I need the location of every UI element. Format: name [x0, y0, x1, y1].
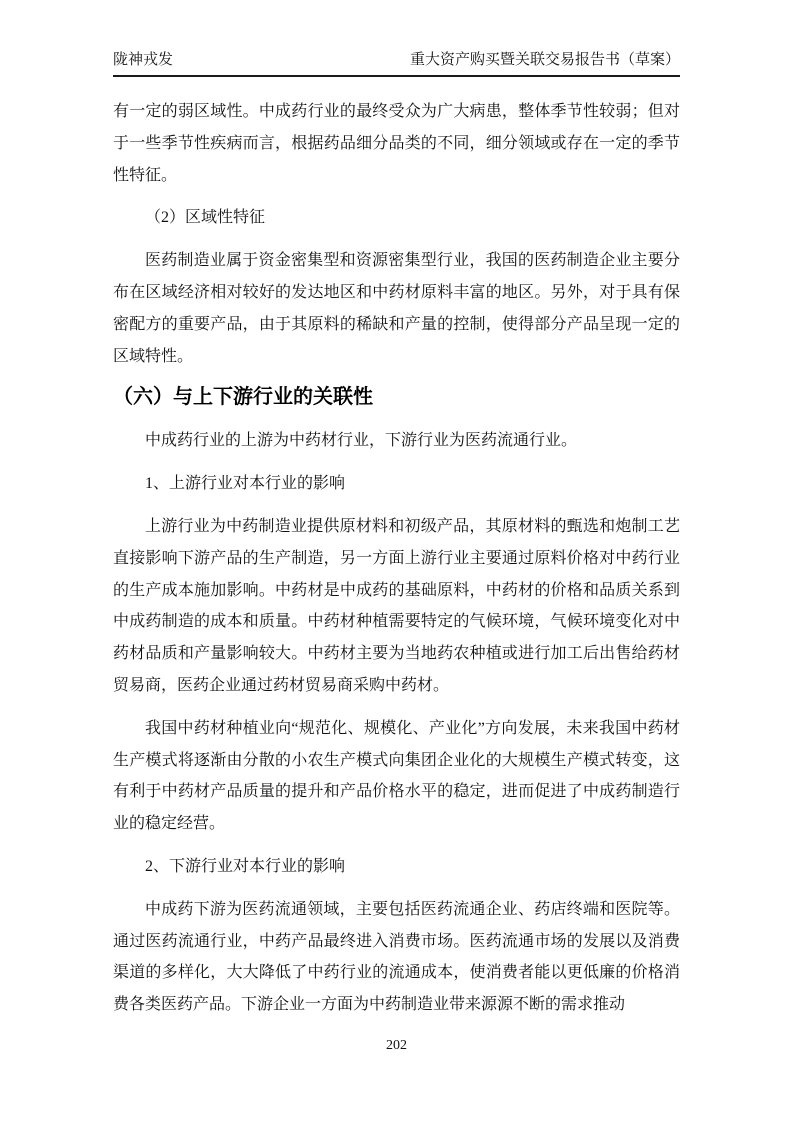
paragraph-regional-characteristics: 医药制造业属于资金密集型和资源密集型行业，我国的医药制造企业主要分布在区域经济相对较好的发达地区和中药材原料丰富的地区。另外，对于具有保密配方的重要产品，由于其原料的稀缺和产量的控制，使得部分产品呈现一定的区域特性。 — [113, 252, 680, 365]
header-report-title: 重大资产购买暨关联交易报告书（草案） — [409, 52, 680, 68]
paragraph-downstream-influence: 中成药下游为医药流通领域，主要包括医药流通企业、药店终端和医院等。通过医药流通行业，中药产品最终进入消费市场。医药流通市场的发展以及消费渠道的多样化，大大降低了中药行业的流通成本，使消费者能以更低廉的价格消费各类医药产品。下游企业一方面为中药制造业带来源源不断的需求推动 — [113, 900, 680, 1014]
subheading-upstream-influence: 1、上游行业对本行业的影响 — [145, 475, 346, 493]
heading-industry-chain-relation: （六）与上下游行业的关联性 — [113, 386, 373, 409]
paragraph-planting-industry-trend: 我国中药材种植业向“规范化、规模化、产业化”方向发展，未来我国中药材生产模式将逐渐由分散的小农生产模式向集团企业化的大规模生产模式转变，这有利于中药材产品质量的提升和产品价格水平的稳定，进而促进了中成药制造行业的稳定经营。 — [113, 719, 680, 833]
page-header — [113, 50, 680, 77]
subheading-regional-characteristics: （2）区域性特征 — [145, 209, 266, 227]
paragraph-chain-overview: 中成药行业的上游为中药材行业，下游行业为医药流通行业。 — [145, 432, 578, 450]
paragraph-upstream-influence: 上游行业为中药制造业提供原材料和初级产品，其原材料的甄选和炮制工艺直接影响下游产品的生产制造，另一方面上游行业主要通过原料价格对中药行业的生产成本施加影响。中药材是中成药的基础原料，中药材的价格和品质关系到中成药制造的成本和质量。中药材种植需要特定的气候环境，气候环境变化对中药材品质和产量影响较大。中药材主要为当地药农种植或进行加工后出售给药材贸易商，医药企业通过药材贸易商采购中药材。 — [113, 517, 680, 694]
page-footer — [0, 1037, 793, 1055]
subheading-downstream-influence: 2、下游行业对本行业的影响 — [145, 857, 346, 875]
document-body — [113, 96, 680, 1032]
page-number: 202 — [386, 1038, 407, 1053]
paragraph-seasonality-continuation: 有一定的弱区域性。中成药行业的最终受众为广大病患，整体季节性较弱；但对于一些季节性疾病而言，根据药品细分品类的不同，细分领域或存在一定的季节性特征。 — [113, 103, 680, 184]
header-company-name: 陇神戎发 — [113, 52, 174, 68]
